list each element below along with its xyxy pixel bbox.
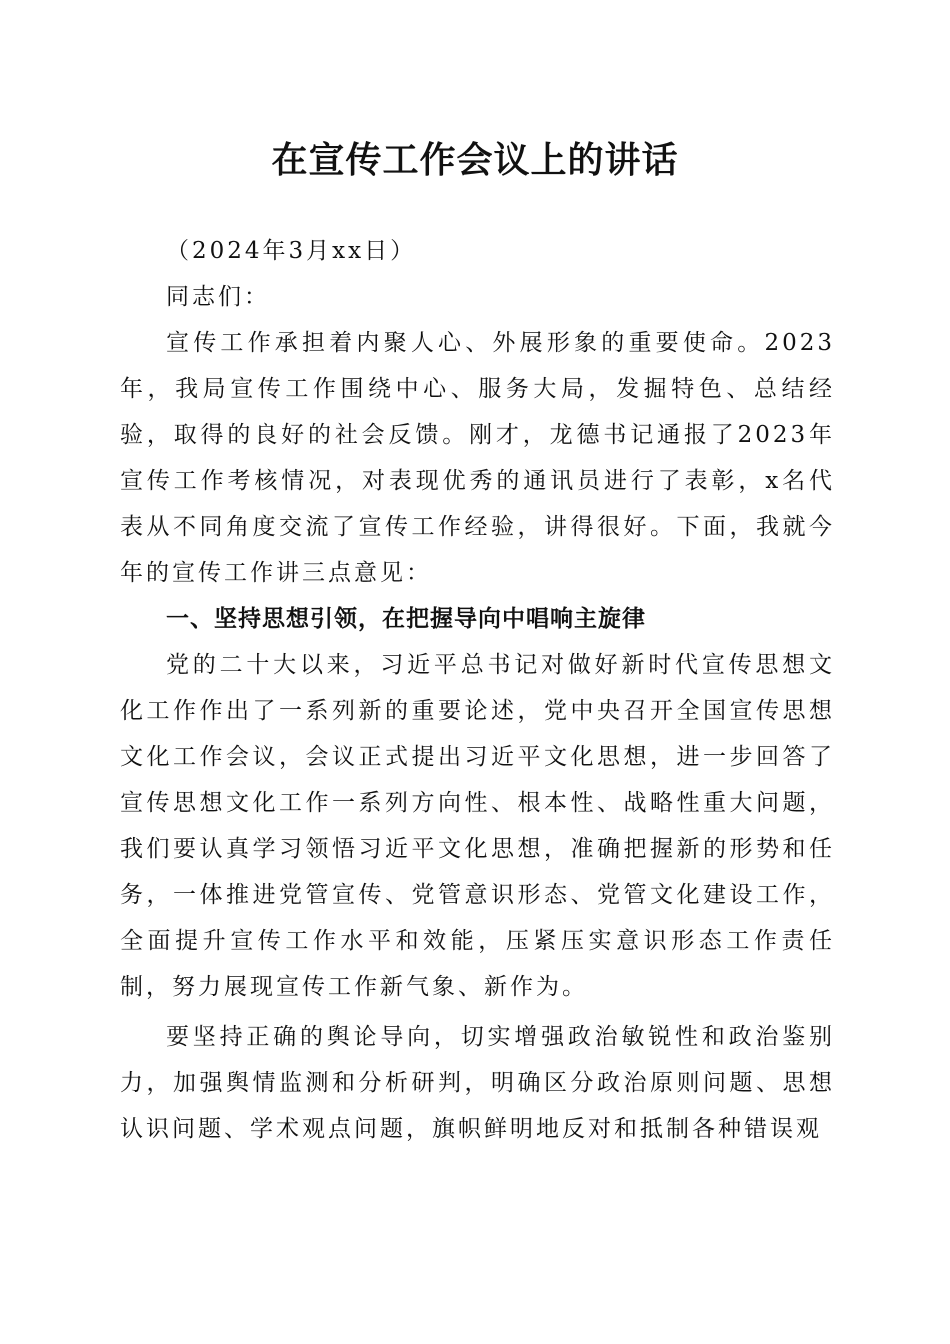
date-line: （2024年3月xx日）	[166, 238, 417, 264]
document-body	[120, 228, 835, 1152]
body-paragraph: 党的二十大以来，习近平总书记对做好新时代宣传思想文化工作作出了一系列新的重要论述，党中央召开全国宣传思想文化工作会议，会议正式提出习近平文化思想，进一步回答了宣传思想文化工作一系列方向性、根本性、战略性重大问题，我们要认真学习领悟习近平文化思想，准确把握新的形势和任务，一体推进党管宣传、党管意识形态、党管文化建设工作，全面提升宣传工作水平和效能，压紧压实意识形态工作责任制，努力展现宣传工作新气象、新作为。	[120, 652, 835, 1000]
salutation: 同志们：	[166, 284, 270, 310]
body-paragraph: 要坚持正确的舆论导向，切实增强政治敏锐性和政治鉴别力，加强舆情监测和分析研判，明确区分政治原则问题、思想认识问题、学术观点问题，旗帜鲜明地反对和抵制各种错误观	[120, 1024, 835, 1142]
intro-paragraph: 宣传工作承担着内聚人心、外展形象的重要使命。2023年，我局宣传工作围绕中心、服务大局，发掘特色、总结经验，取得的良好的社会反馈。刚才，龙德书记通报了2023年宣传工作考核情况，对表现优秀的通讯员进行了表彰，x名代表从不同角度交流了宣传工作经验，讲得很好。下面，我就今年的宣传工作讲三点意见：	[120, 330, 835, 586]
section-heading: 一、坚持思想引领，在把握导向中唱响主旋律	[166, 606, 646, 632]
document-title: 在宣传工作会议上的讲话	[271, 139, 679, 181]
